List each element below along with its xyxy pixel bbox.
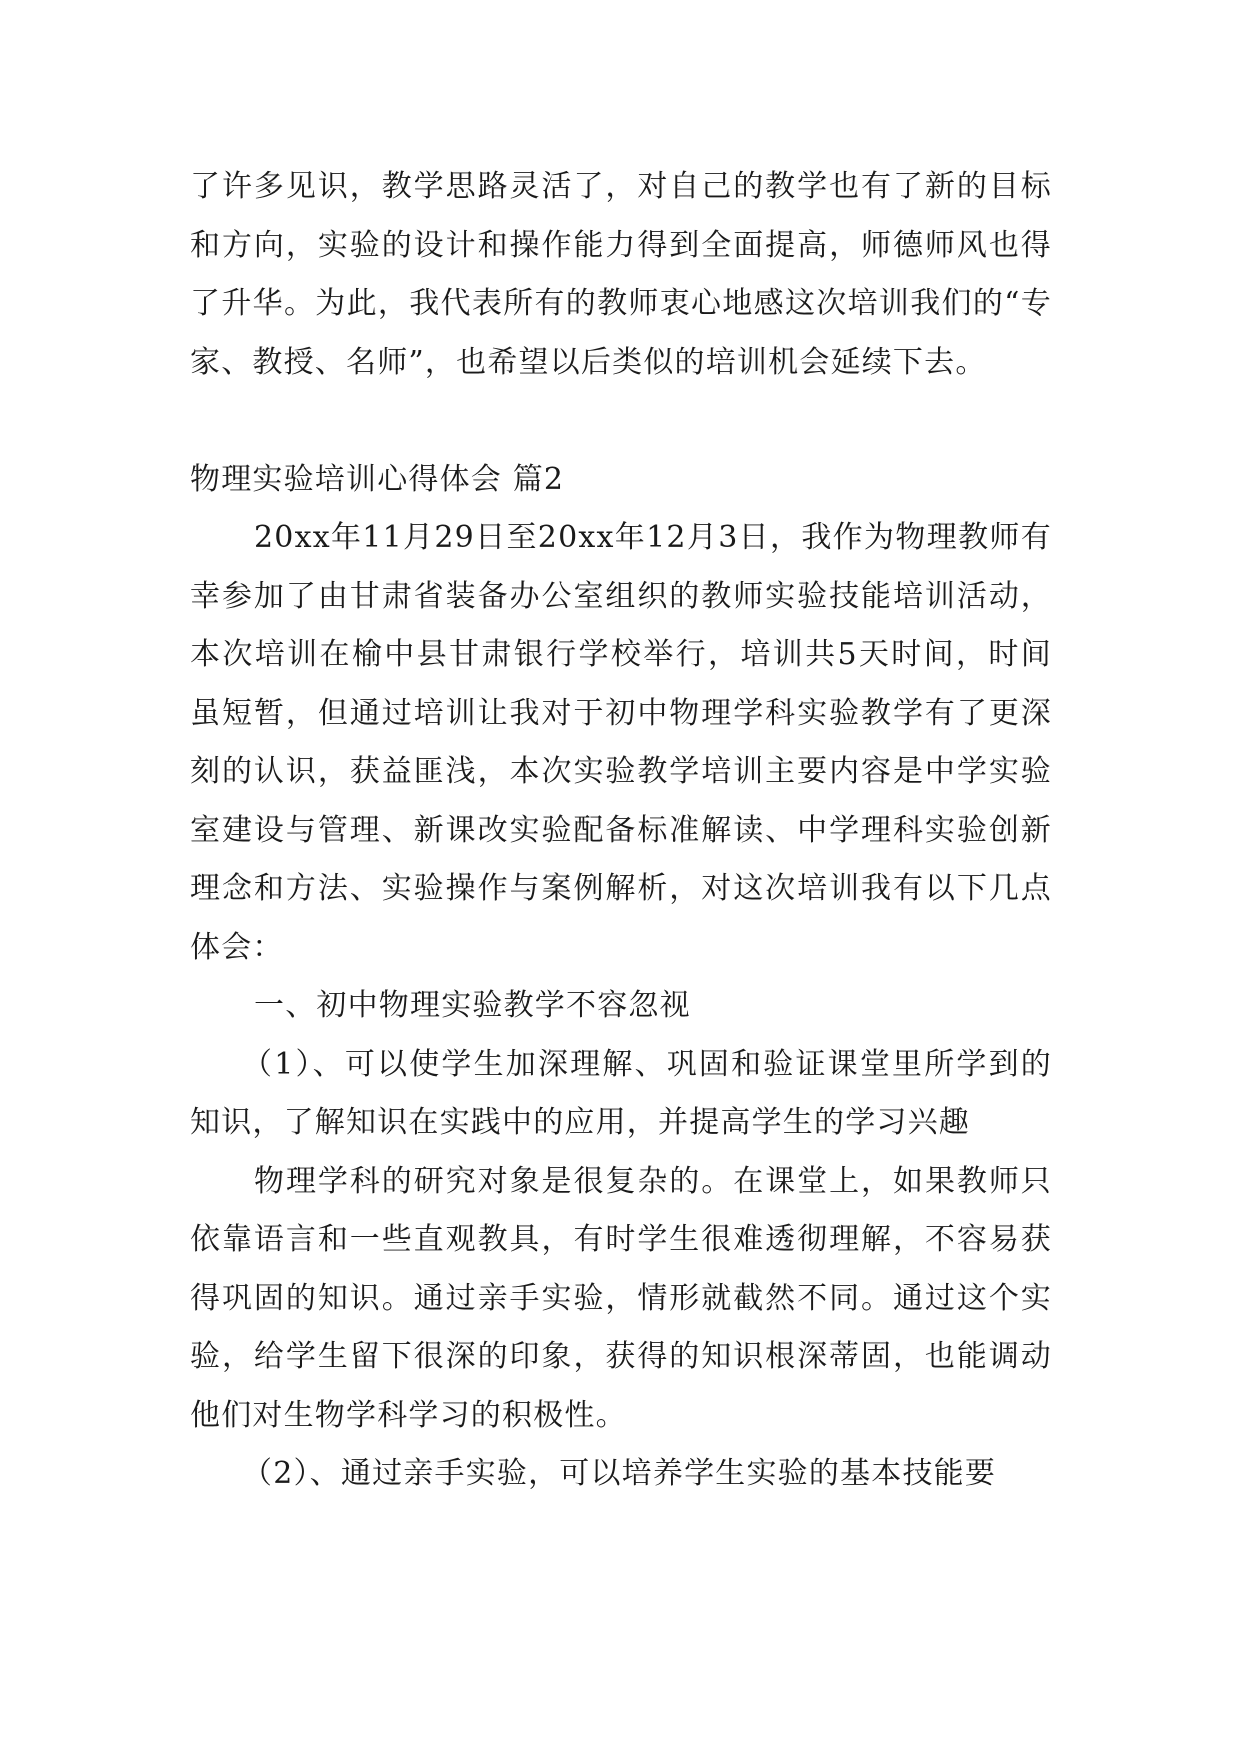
subpoint-one-body: 物理学科的研究对象是很复杂的。在课堂上，如果教师只依靠语言和一些直观教具，有时学生很难透彻理解，不容易获得巩固的知识。通过亲手实验，情形就截然不同。通过这个实验，给学生留下很深的印象，获得的知识根深蒂固，也能调动他们对生物学科学习的积极性。 (190, 1163, 1052, 1433)
subpoint-one: （1）、可以使学生加深理解、巩固和验证课堂里所学到的知识，了解知识在实践中的应用，并提高学生的学习兴趣 (190, 1046, 1052, 1140)
intro-paragraph: 20xx年11月29日至20xx年12月3日，我作为物理教师有幸参加了由甘肃省装备办公室组织的教师实验技能培训活动，本次培训在榆中县甘肃银行学校举行，培训共5天时间，时间虽短暂，但通过培训让我对于初中物理学科实验教学有了更深刻的认识，获益匪浅，本次实验教学培训主要内容是中学实验室建设与管理、新课改实验配备标准解读、中学理科实验创新理念和方法、实验操作与案例解析，对这次培训我有以下几点体会： (190, 520, 1052, 965)
continuation-paragraph: 了许多见识，教学思路灵活了，对自己的教学也有了新的目标和方向，实验的设计和操作能力得到全面提高，师德师风也得了升华。为此，我代表所有的教师衷心地感这次培训我们的“专家、教授、名师”，也希望以后类似的培训机会延续下去。 (190, 169, 1052, 380)
document-body (190, 158, 1052, 1504)
subpoint-two: （2）、通过亲手实验，可以培养学生实验的基本技能要 (242, 1456, 997, 1491)
section-heading: 物理实验培训心得体会 篇2 (190, 461, 565, 497)
point-one-heading: 一、初中物理实验教学不容忽视 (254, 988, 691, 1023)
